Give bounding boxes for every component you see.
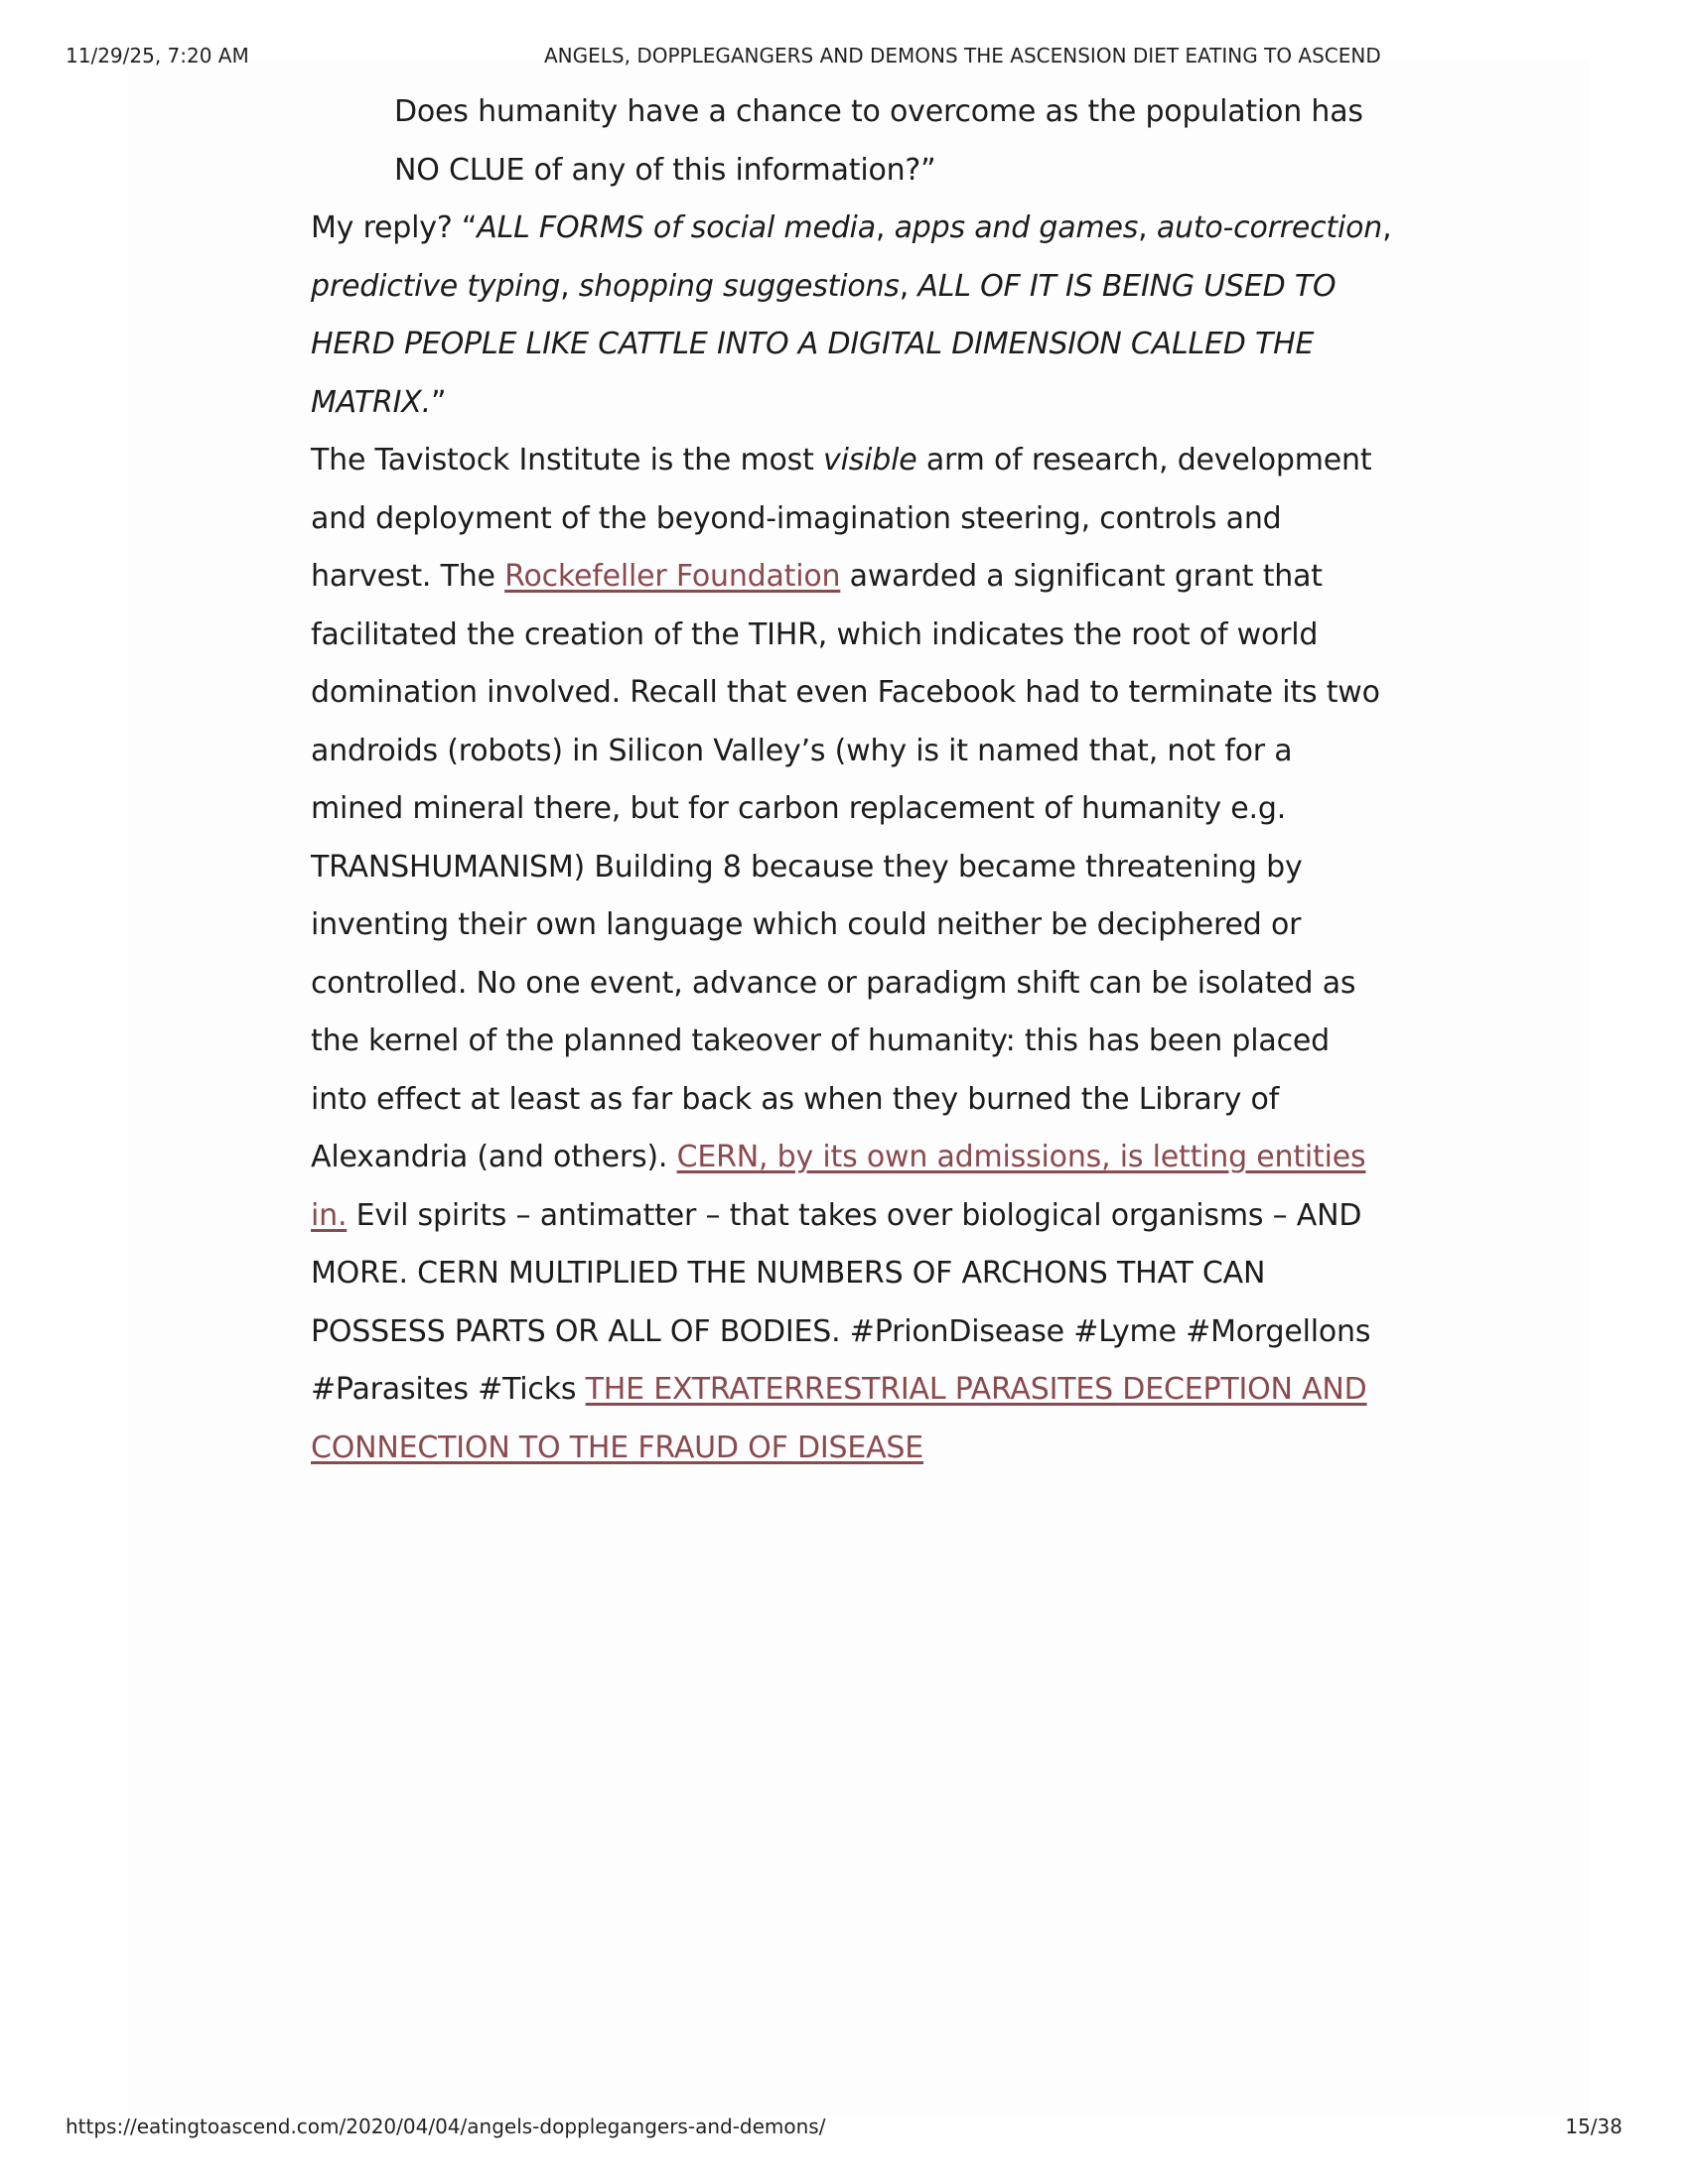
print-url: https://eatingtoascend.com/2020/04/04/angels-dopplegangers-and-demons/ [66, 2115, 826, 2138]
body-emphasis-visible: visible [823, 443, 917, 478]
reply-italic-6: ALL OF IT IS BEING USED TO HERD PEOPLE LIKE CATTLE INTO A DIGITAL DIMENSION CALLED THE MATRIX. [311, 268, 1336, 420]
reply-italic-3: auto-correction [1156, 210, 1383, 245]
reply-separator: , [1138, 210, 1157, 245]
reply-paragraph [311, 200, 1393, 432]
body-text-3: awarded a significant grant that facilitated the creation of the TIHR, which indicates the root of world domination involved. Recall that even Facebook had to terminate its two androids (robots) in Silicon Valley’s (why is it named that, not for a mined mineral there, but for carbon replacement of humanity e.g. TRANSHUMANISM) Building 8 because they became threatening by inventing their own language which could neither be deciphered or controlled. No one event, advance or paradigm shift can be isolated as the kernel of the planned takeover of humanity: this has been placed into effect at least as far back as when they burned the Library of Alexandria (and others). [311, 559, 1380, 1174]
reply-separator: , [875, 210, 895, 245]
body-text-1: The Tavistock Institute is the most [311, 443, 824, 478]
cern-link[interactable]: CERN, by its own admissions, is letting entities in. [311, 1140, 1366, 1233]
blockquote [311, 83, 1393, 200]
reply-suffix: ” [430, 384, 447, 420]
print-header [66, 44, 1622, 71]
rockefeller-foundation-link[interactable]: Rockefeller Foundation [504, 559, 841, 594]
print-footer [66, 2115, 1622, 2142]
print-datetime: 11/29/25, 7:20 AM [66, 44, 249, 68]
reply-prefix: My reply? “ [311, 210, 478, 245]
extraterrestrial-parasites-link[interactable]: THE EXTRATERRESTRIAL PARASITES DECEPTION AND CONNECTION TO THE FRAUD OF DISEASE [311, 1372, 1367, 1465]
reply-italic-4: predictive typing [311, 268, 561, 304]
reply-italic-2: apps and games [894, 210, 1139, 245]
quote-line-1: Does humanity have a chance to overcome as the population has [394, 94, 1363, 129]
quote-line-2: NO CLUE of any of this information?” [394, 152, 936, 188]
reply-separator: , [1382, 210, 1392, 245]
body-text-4: Evil spirits – antimatter – that takes over biological organisms – AND MORE. CERN MULTIPLIED THE NUMBERS OF ARCHONS THAT CAN POSSESS PARTS OR ALL OF BODIES. #PrionDisease #Lyme #Morgellons #Parasites #Ticks [311, 1197, 1371, 1407]
reply-separator: , [899, 268, 918, 304]
reply-italic-1: ALL FORMS of social media [477, 210, 876, 245]
article-body [311, 83, 1393, 1477]
reply-separator: , [560, 268, 579, 304]
reply-italic-5: shopping suggestions [578, 268, 900, 304]
body-paragraph [311, 432, 1393, 1477]
page-number: 15/38 [1565, 2115, 1622, 2138]
print-page-title: ANGELS, DOPPLEGANGERS AND DEMONS THE ASCENSION DIET EATING TO ASCEND [544, 44, 1381, 68]
body-text-2: arm of research, development and deployment of the beyond-imagination steering, controls and harvest. The [311, 443, 1372, 594]
